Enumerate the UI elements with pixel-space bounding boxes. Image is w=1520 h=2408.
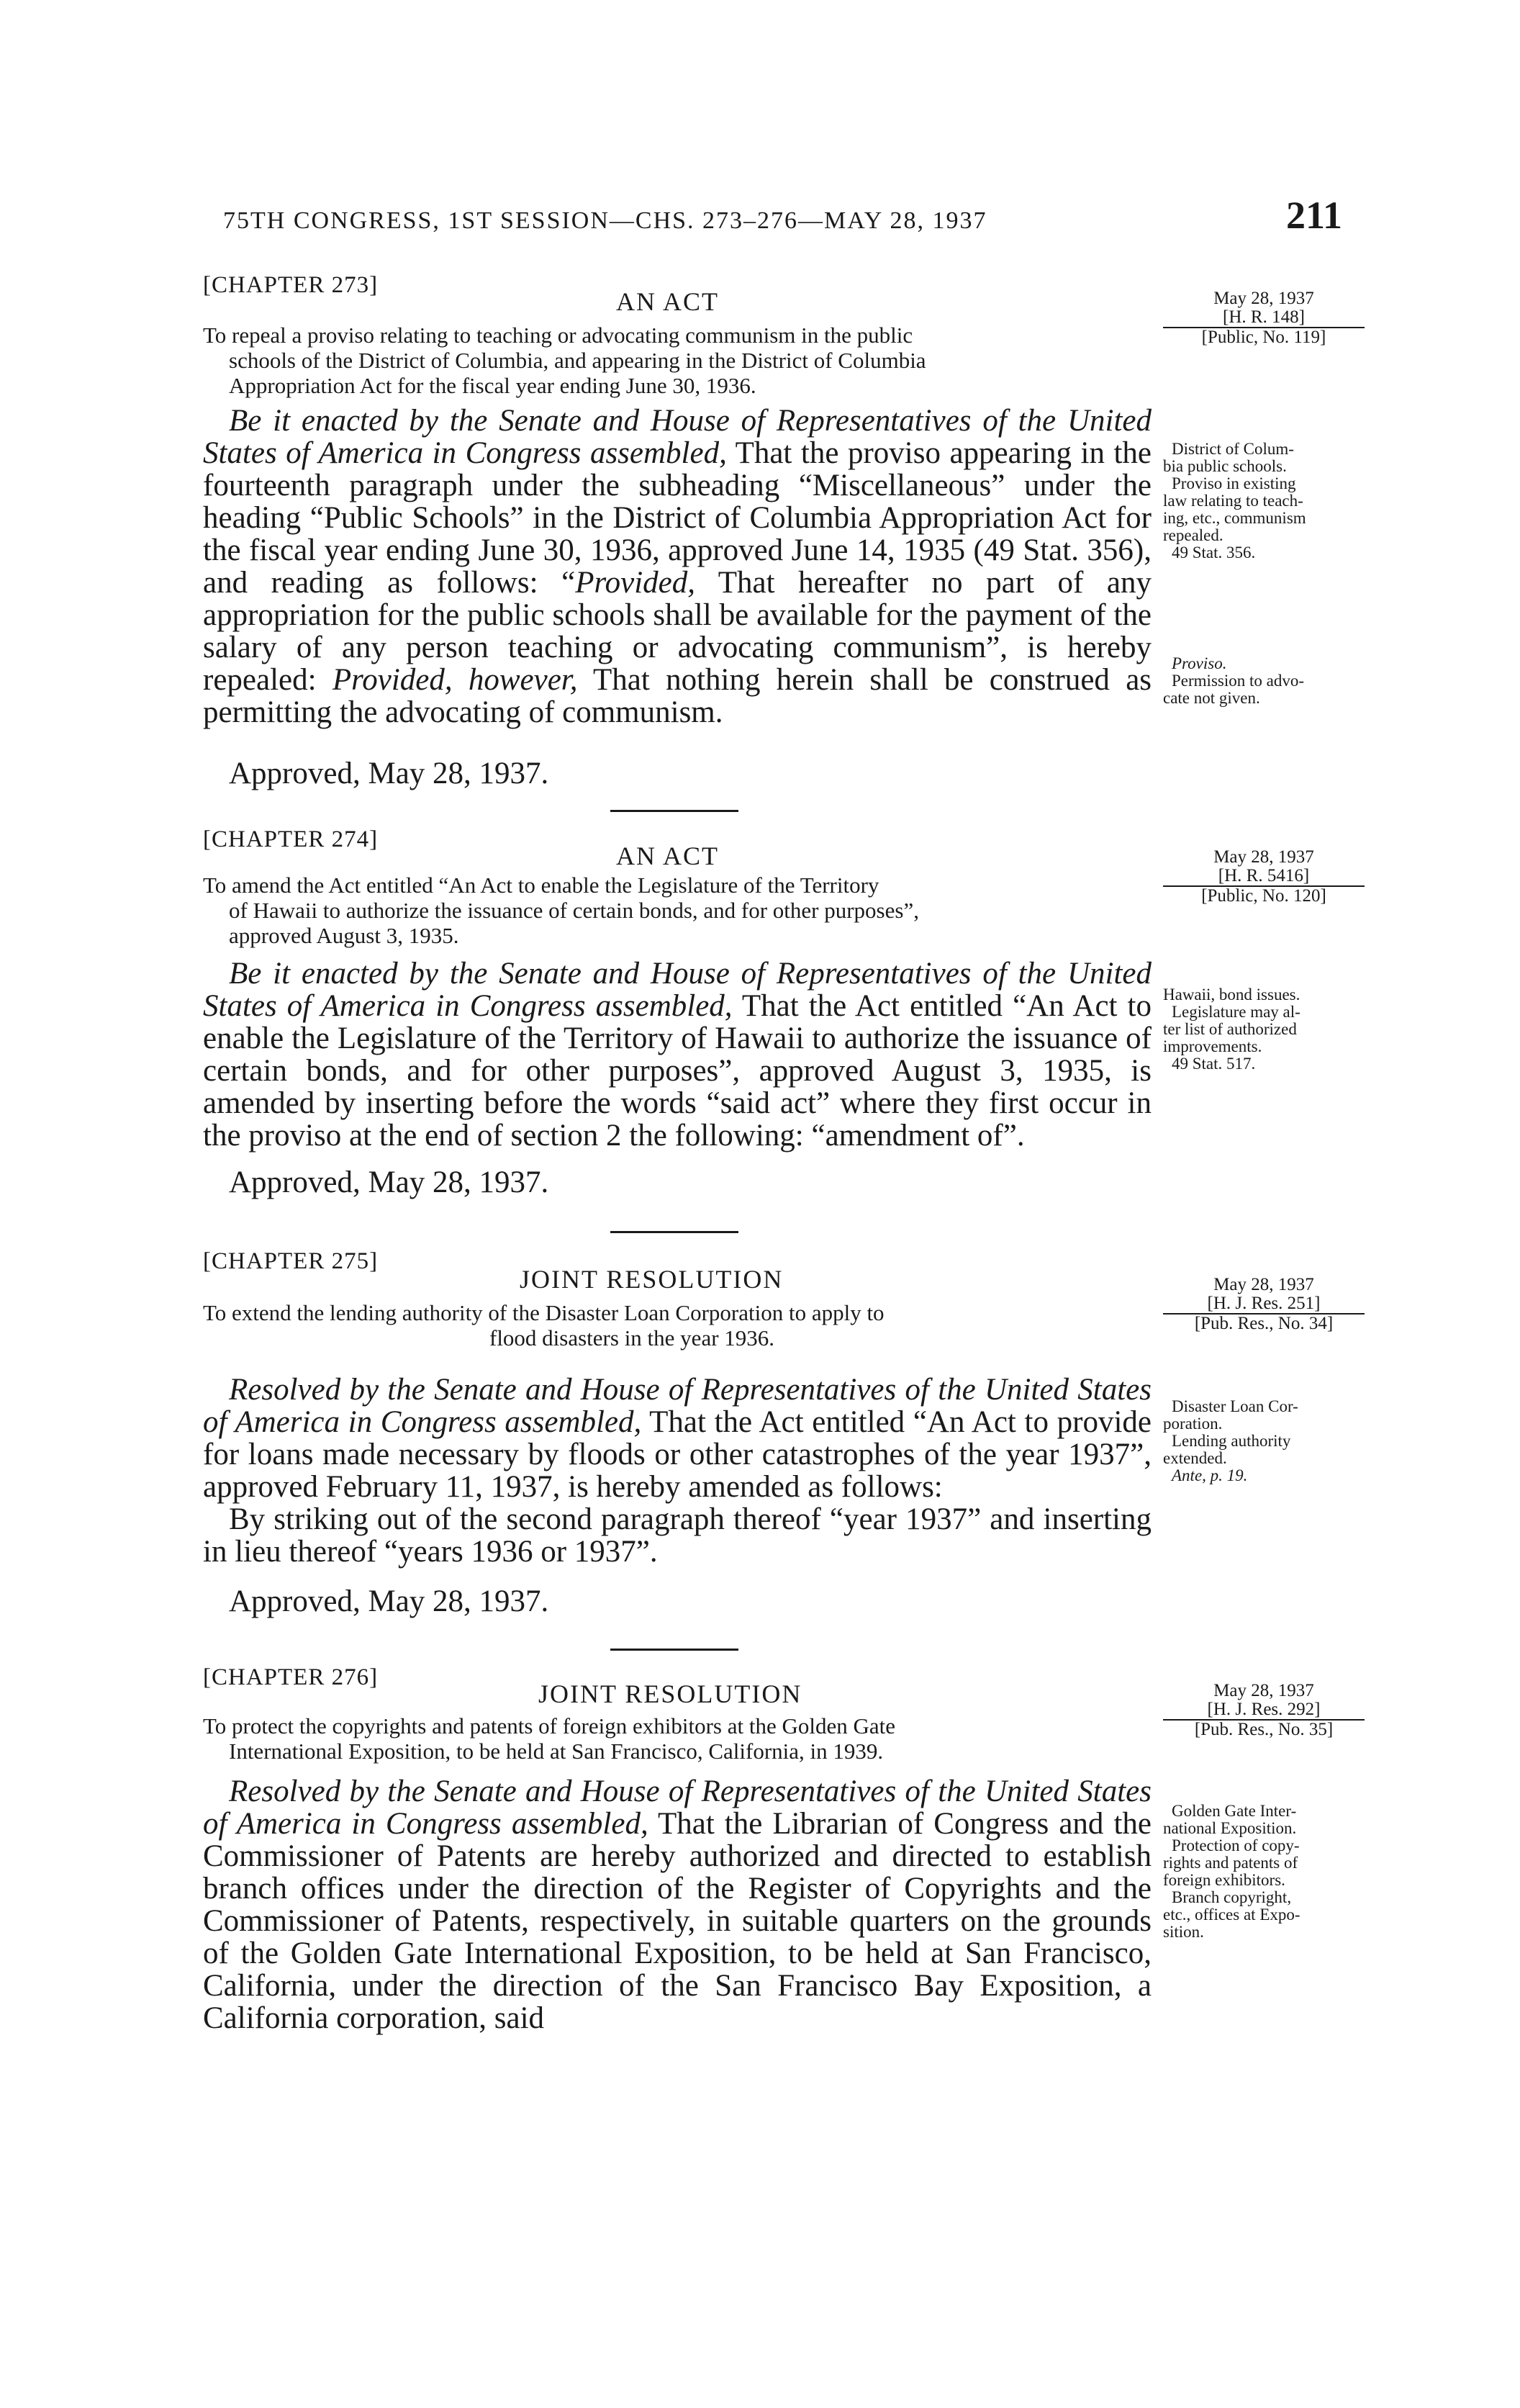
body-text: That the Act entitled “An Act to provide for loans made necessary by floods or other catastrophes of the year 1937”, approved February 11, 1937, is hereby amended as follows: [203,1405,1152,1504]
chapter-276-body [203,1775,1152,2034]
chapter-274-label: [CHAPTER 274] [203,826,379,852]
chapter-276-act-type: JOINT RESOLUTION [538,1679,802,1708]
public-number: [Pub. Res., No. 35] [1194,1720,1334,1739]
bill-number: [H. R. 5416] [1163,867,1365,887]
chapter-273-proviso-note [1163,655,1365,707]
side-note-line: Proviso in existing [1172,474,1296,492]
side-note-line: bia public schools. [1163,457,1287,475]
title-line: of Hawaii to authorize the issuance of certain bonds, and for other purposes”, [229,898,919,923]
title-line: To amend the Act entitled “An Act to enable the Legislature of the Territory [203,872,879,898]
chapter-273-approved: Approved, May 28, 1937. [229,757,549,790]
title-line: To extend the lending authority of the Disaster Loan Corporation to apply to [203,1300,885,1325]
section-divider [610,810,738,812]
section-divider [610,1231,738,1233]
chapter-274-act-type: AN ACT [616,842,720,870]
chapter-276-side-note [1163,1803,1365,1941]
enacting-clause: Resolved by the Senate and House of Representatives of the United States of America in Congress assembled, [203,1373,1152,1439]
side-note-line: Permission to advo- [1172,672,1304,690]
chapter-275-title [203,1300,1152,1350]
chapter-275-bill-info [1163,1276,1365,1333]
chapter-275-label: [CHAPTER 275] [203,1248,379,1274]
bill-date: May 28, 1937 [1213,847,1314,867]
body-text: That the Act entitled “An Act to enable the Legislature of the Territory of Hawaii to authorize the issuance of certain bonds, and for other purposes”, approved August 3, 1935, is amended by inserting before the words “said act” where they first occur in the proviso at the end of section 2 the following: “amendment of”. [203,989,1152,1153]
body-text: That the Librarian of Congress and the Commissioner of Patents are hereby authorized and directed to establish branch offices under the direction of the Register of Copyrights and the Commissioner of Patents, respectively, in suitable quarters on the grounds of the Golden Gate International Exposition, to be held at San Francisco, California, under the direction of the San Francisco Bay Exposition, a California corporation, said [203,1807,1152,2035]
body-text: By striking out of the second paragraph thereof “year 1937” and inserting in lieu thereof “years 1936 or 1937”. [203,1502,1152,1569]
side-note-line: cate not given. [1163,689,1260,707]
chapter-276-bill-info [1163,1682,1365,1739]
side-note-line: national Exposition. [1163,1819,1297,1837]
side-note-line: law relating to teach- [1163,492,1303,510]
side-note-line: Lending authority [1172,1432,1291,1450]
chapter-273-side-note [1163,441,1365,562]
chapter-274-approved: Approved, May 28, 1937. [229,1165,549,1199]
chapter-274-side-note [1163,986,1365,1073]
side-note-line: repealed. [1163,526,1223,544]
side-note-line: Ante, p. 19. [1172,1466,1248,1484]
enacting-clause: Resolved by the Senate and House of Representatives of the United States of America in Congress assembled, [203,1775,1152,1841]
public-number: [Public, No. 120] [1201,886,1326,906]
running-head: 75TH CONGRESS, 1ST SESSION—CHS. 273–276—MAY 28, 1937 [223,207,987,234]
body-text: That the proviso appearing in the fourteenth paragraph under the subheading “Miscellaneous” under the heading “Public Schools” in the District of Columbia Appropriation Act for the fiscal year ending June 30, 1936, approved June 14, 1935 (49 Stat. 356), and reading as follows: “ [203,436,1152,600]
chapter-276-label: [CHAPTER 276] [203,1664,379,1690]
side-note-line: ing, etc., communism [1163,509,1306,527]
chapter-275-side-note [1163,1398,1365,1484]
chapter-275-approved: Approved, May 28, 1937. [229,1584,549,1618]
side-note-line: Hawaii, bond issues. [1163,986,1300,1004]
body-text: That hereafter no part of any appropriation for the public schools shall be available for the payment of the salary of any person teaching or advocating communism”, is hereby repealed: [203,566,1152,697]
side-note-line: Disaster Loan Cor- [1172,1397,1298,1415]
chapter-276-title [203,1713,1152,1764]
side-note-line: rights and patents of [1163,1854,1298,1872]
enacting-clause: Be it enacted by the Senate and House of Representatives of the United States of America in Congress assembled, [203,957,1152,1023]
side-note-line: etc., offices at Expo- [1163,1906,1300,1924]
chapter-275-body [203,1374,1152,1568]
chapter-273-title [203,323,1152,398]
side-note-line: ter list of authorized [1163,1020,1297,1038]
bill-date: May 28, 1937 [1213,289,1314,308]
chapter-275-act-type: JOINT RESOLUTION [520,1265,784,1294]
side-note-line: 49 Stat. 517. [1172,1055,1256,1073]
bill-number: [H. J. Res. 292] [1163,1700,1365,1721]
side-note-line: 49 Stat. 356. [1172,544,1256,562]
bill-number: [H. R. 148] [1163,308,1365,328]
title-line: schools of the District of Columbia, and appearing in the District of Columbia [229,348,926,373]
side-note-line: District of Colum- [1172,440,1294,458]
chapter-274-bill-info [1163,848,1365,906]
side-note-line: improvements. [1163,1037,1262,1055]
chapter-273-bill-info [1163,289,1365,347]
side-note-line: sition. [1163,1923,1204,1941]
side-note-line: foreign exhibitors. [1163,1871,1285,1889]
title-line: To protect the copyrights and patents of foreign exhibitors at the Golden Gate [203,1713,895,1739]
bill-date: May 28, 1937 [1213,1681,1314,1700]
side-note-line: Golden Gate Inter- [1172,1802,1297,1820]
side-note-line: Proviso. [1172,654,1227,672]
chapter-273-body [203,405,1152,729]
bill-number: [H. J. Res. 251] [1163,1294,1365,1315]
chapter-274-title [203,872,1152,948]
public-number: [Pub. Res., No. 34] [1194,1314,1334,1333]
side-note-line: poration. [1163,1415,1223,1433]
enacting-clause: Be it enacted by the Senate and House of Representatives of the United States of America in Congress assembled, [203,404,1152,470]
chapter-273-label: [CHAPTER 273] [203,272,379,298]
chapter-273-act-type: AN ACT [616,287,720,316]
title-line: Appropriation Act for the fiscal year ending June 30, 1936. [229,373,756,398]
provided-word: Provided, [575,566,695,600]
chapter-274-body [203,957,1152,1152]
page-number: 211 [1286,194,1343,237]
side-note-line: Protection of copy- [1172,1836,1300,1854]
title-line: To repeal a proviso relating to teaching or advocating communism in the public [203,323,913,348]
title-line: flood disasters in the year 1936. [489,1325,775,1350]
provided-however-words: Provided, however, [332,663,578,697]
bill-date: May 28, 1937 [1213,1275,1314,1294]
title-line: International Exposition, to be held at San Francisco, California, in 1939. [229,1739,884,1764]
body-text: That nothing herein shall be construed as permitting the advocating of communism. [203,663,1152,729]
public-number: [Public, No. 119] [1201,328,1326,347]
section-divider [610,1649,738,1651]
side-note-line: Legislature may al- [1172,1003,1300,1021]
side-note-line: Branch copyright, [1172,1888,1292,1906]
title-line: approved August 3, 1935. [229,923,459,948]
side-note-line: extended. [1163,1449,1227,1467]
